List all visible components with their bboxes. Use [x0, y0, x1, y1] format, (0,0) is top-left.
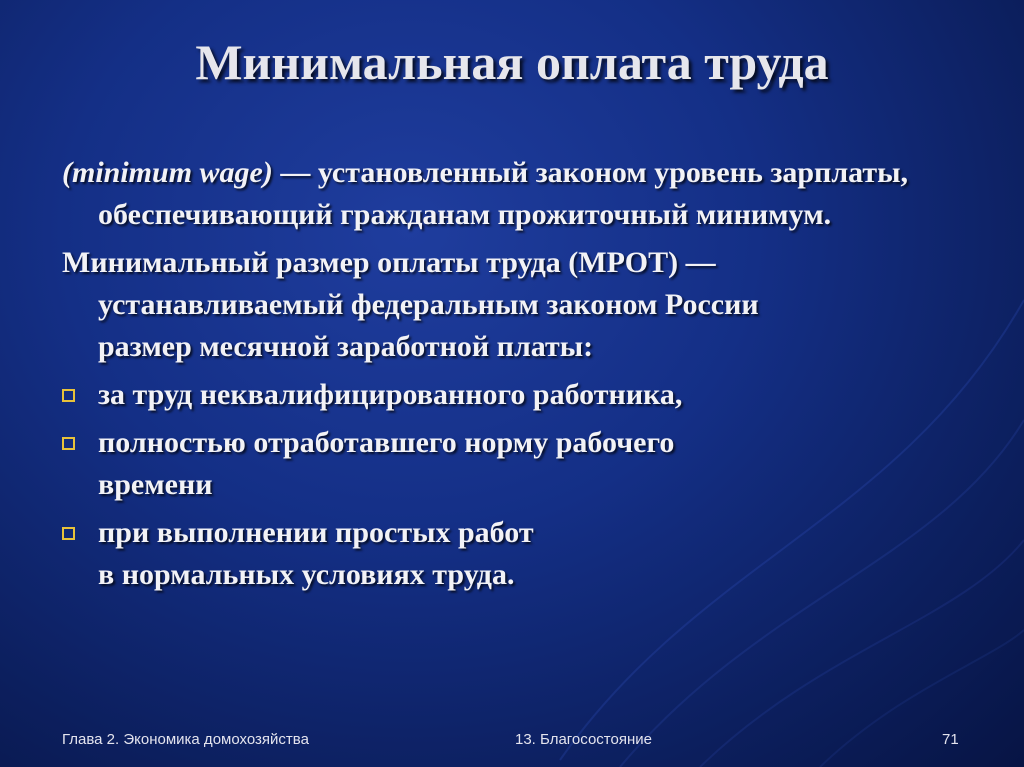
- bullet-line-continuation: в нормальных условиях труда.: [98, 558, 515, 591]
- mrot-line-3: размер месячной заработной платы:: [98, 330, 594, 363]
- bullet-line: при выполнении простых работ: [98, 516, 534, 549]
- definition-text: — установленный законом уровень зарплаты, обеспечивающий гражданам прожиточный минимум.: [98, 156, 909, 231]
- slide-title: Минимальная оплата труда: [195, 34, 829, 90]
- definition-term: (minimum wage): [62, 156, 273, 189]
- footer-page-number: 71: [942, 731, 959, 748]
- square-bullet-icon: [62, 389, 75, 402]
- square-bullet-icon: [62, 437, 75, 450]
- footer-section: 13. Благосостояние: [515, 731, 652, 748]
- bullet-line: за труд неквалифицированного работника,: [98, 378, 683, 411]
- footer-chapter: Глава 2. Экономика домохозяйства: [62, 731, 309, 748]
- slide-content: [62, 152, 982, 602]
- bullet-item: [62, 512, 982, 596]
- definition-paragraph: [62, 152, 982, 236]
- bullet-item: [62, 374, 982, 416]
- mrot-line-1: Минимальный размер оплаты труда (МРОТ) —: [62, 246, 716, 279]
- bullet-line-continuation: времени: [98, 468, 213, 501]
- square-bullet-icon: [62, 527, 75, 540]
- bullet-item: [62, 422, 982, 506]
- bullet-line: полностью отработавшего норму рабочего: [98, 426, 675, 459]
- mrot-paragraph: [62, 242, 982, 368]
- mrot-line-2: устанавливаемый федеральным законом России: [98, 288, 759, 321]
